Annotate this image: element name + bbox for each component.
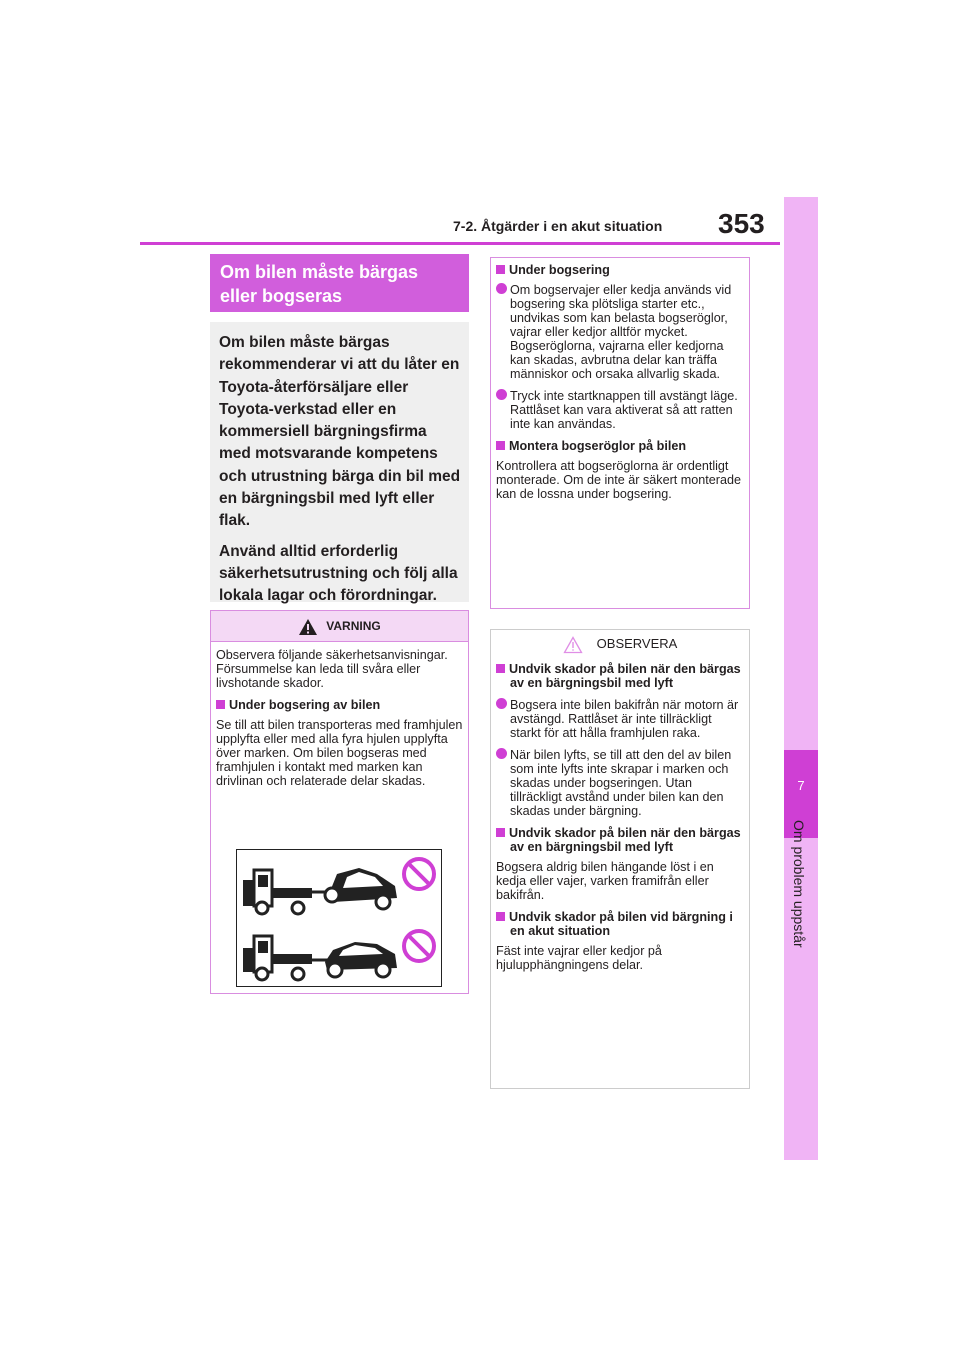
towing-caution-box <box>490 257 750 609</box>
notice-bullet-1: Bogsera inte bilen bakifrån när motorn är avstängd. Rattlåset är inte tillräckligt starkt för att hålla framhjulen raka. <box>496 698 741 740</box>
notice-text-2: Bogsera aldrig bilen hängande löst i en kedja eller vajer, varken framifrån eller bakifrån. <box>496 860 714 902</box>
car-icon <box>325 868 397 909</box>
square-bullet-icon <box>496 828 505 837</box>
notice-box <box>490 629 750 1089</box>
prohibited-icon <box>404 859 434 889</box>
prohibited-icon <box>404 931 434 961</box>
notice-bullet-2: När bilen lyfts, se till att den del av bilen som inte lyfts inte skrapar i marken och skadas under bogseringen. Utan tillräckligt avstånd under bilen kan den skadas under bärgning. <box>496 748 741 818</box>
notice-label: OBSERVERA <box>596 636 678 651</box>
caution-bullet-1: Om bogservajer eller kedja används vid bogsering ska plötsliga starter etc., undvikas som kan belasta bogseröglor, vajrar eller kedjor alltför mycket. Bogseröglorna, vajrarna eller kedjorna kan skadas, avbrutna delar kan träffa människor och orsaka allvarlig skada. <box>496 283 741 381</box>
page-number: 353 <box>718 208 765 239</box>
intro-box <box>210 322 469 605</box>
tow-truck-icon <box>243 870 332 914</box>
car-icon <box>325 942 397 977</box>
section-title: Om bilen måste bärgas eller bogseras <box>210 254 469 312</box>
round-bullet-icon <box>496 698 507 709</box>
notice-text-3: Fäst inte vajrar eller kedjor på hjulupphängningens delar. <box>496 944 662 972</box>
round-bullet-icon <box>496 283 507 294</box>
notice-heading-2: Undvik skador på bilen när den bärgas av en bärgningsbil med lyft <box>496 826 741 854</box>
warning-text: Se till att bilen transporteras med framhjulen upplyfta eller med alla fyra hjulen upplyfta över marken. Om bilen bogseras med framhjulen i kontakt med marken kan drivlinan och relaterade delar skadas. <box>216 718 463 788</box>
chapter-label: Om problem uppstår <box>791 820 807 948</box>
tow-truck-icon <box>243 936 329 980</box>
section-reference: 7-2. Åtgärder i en akut situation <box>453 218 663 234</box>
caution-text-2: Kontrollera att bogseröglorna är ordentligt monterade. Om de inte är säkert monterade kan de lossna under bogsering. <box>496 459 742 501</box>
notice-heading-3: Undvik skador på bilen vid bärgning i en akut situation <box>496 910 741 938</box>
chapter-label-wrap <box>784 820 818 980</box>
header-rule <box>140 242 780 245</box>
intro-paragraph-2: Använd alltid erforderlig säkerhetsutrustning och följ alla lokala lagar och förordningar. <box>219 542 458 605</box>
square-bullet-icon <box>496 912 505 921</box>
intro-paragraph-1: Om bilen måste bärgas rekommenderar vi att du låter en Toyota-återförsäljare eller Toyota-verkstad eller en kommersiell bärgningsfirma med motsvarande kompetens och utrustning bärga din bil med en bärgningsbil med lyft eller flak. <box>219 334 461 530</box>
caution-heading-2: Montera bogseröglor på bilen <box>496 439 741 453</box>
notice-triangle-icon <box>563 636 583 654</box>
square-bullet-icon <box>496 265 505 274</box>
caution-heading-1: Under bogsering <box>496 263 741 277</box>
notice-header <box>491 630 749 657</box>
warning-label: VARNING <box>326 619 381 633</box>
chapter-number: 7 <box>784 750 818 838</box>
warning-header <box>211 611 468 642</box>
round-bullet-icon <box>496 748 507 759</box>
round-bullet-icon <box>496 389 507 400</box>
warning-lead: Observera följande säkerhetsanvisningar. Försummelse kan leda till svåra eller livshotande skador. <box>216 648 448 690</box>
square-bullet-icon <box>496 441 505 450</box>
chapter-side-tab <box>784 197 818 1160</box>
warning-triangle-icon <box>298 618 318 636</box>
square-bullet-icon <box>496 664 505 673</box>
caution-bullet-2: Tryck inte startknappen till avstängt läge. Rattlåset kan vara aktiverat så att ratten inte kan användas. <box>496 389 741 431</box>
towing-illustration <box>236 849 442 987</box>
notice-heading-1: Undvik skador på bilen när den bärgas av en bärgningsbil med lyft <box>496 662 741 690</box>
square-bullet-icon <box>216 700 225 709</box>
warning-subheading: Under bogsering av bilen <box>216 698 463 712</box>
